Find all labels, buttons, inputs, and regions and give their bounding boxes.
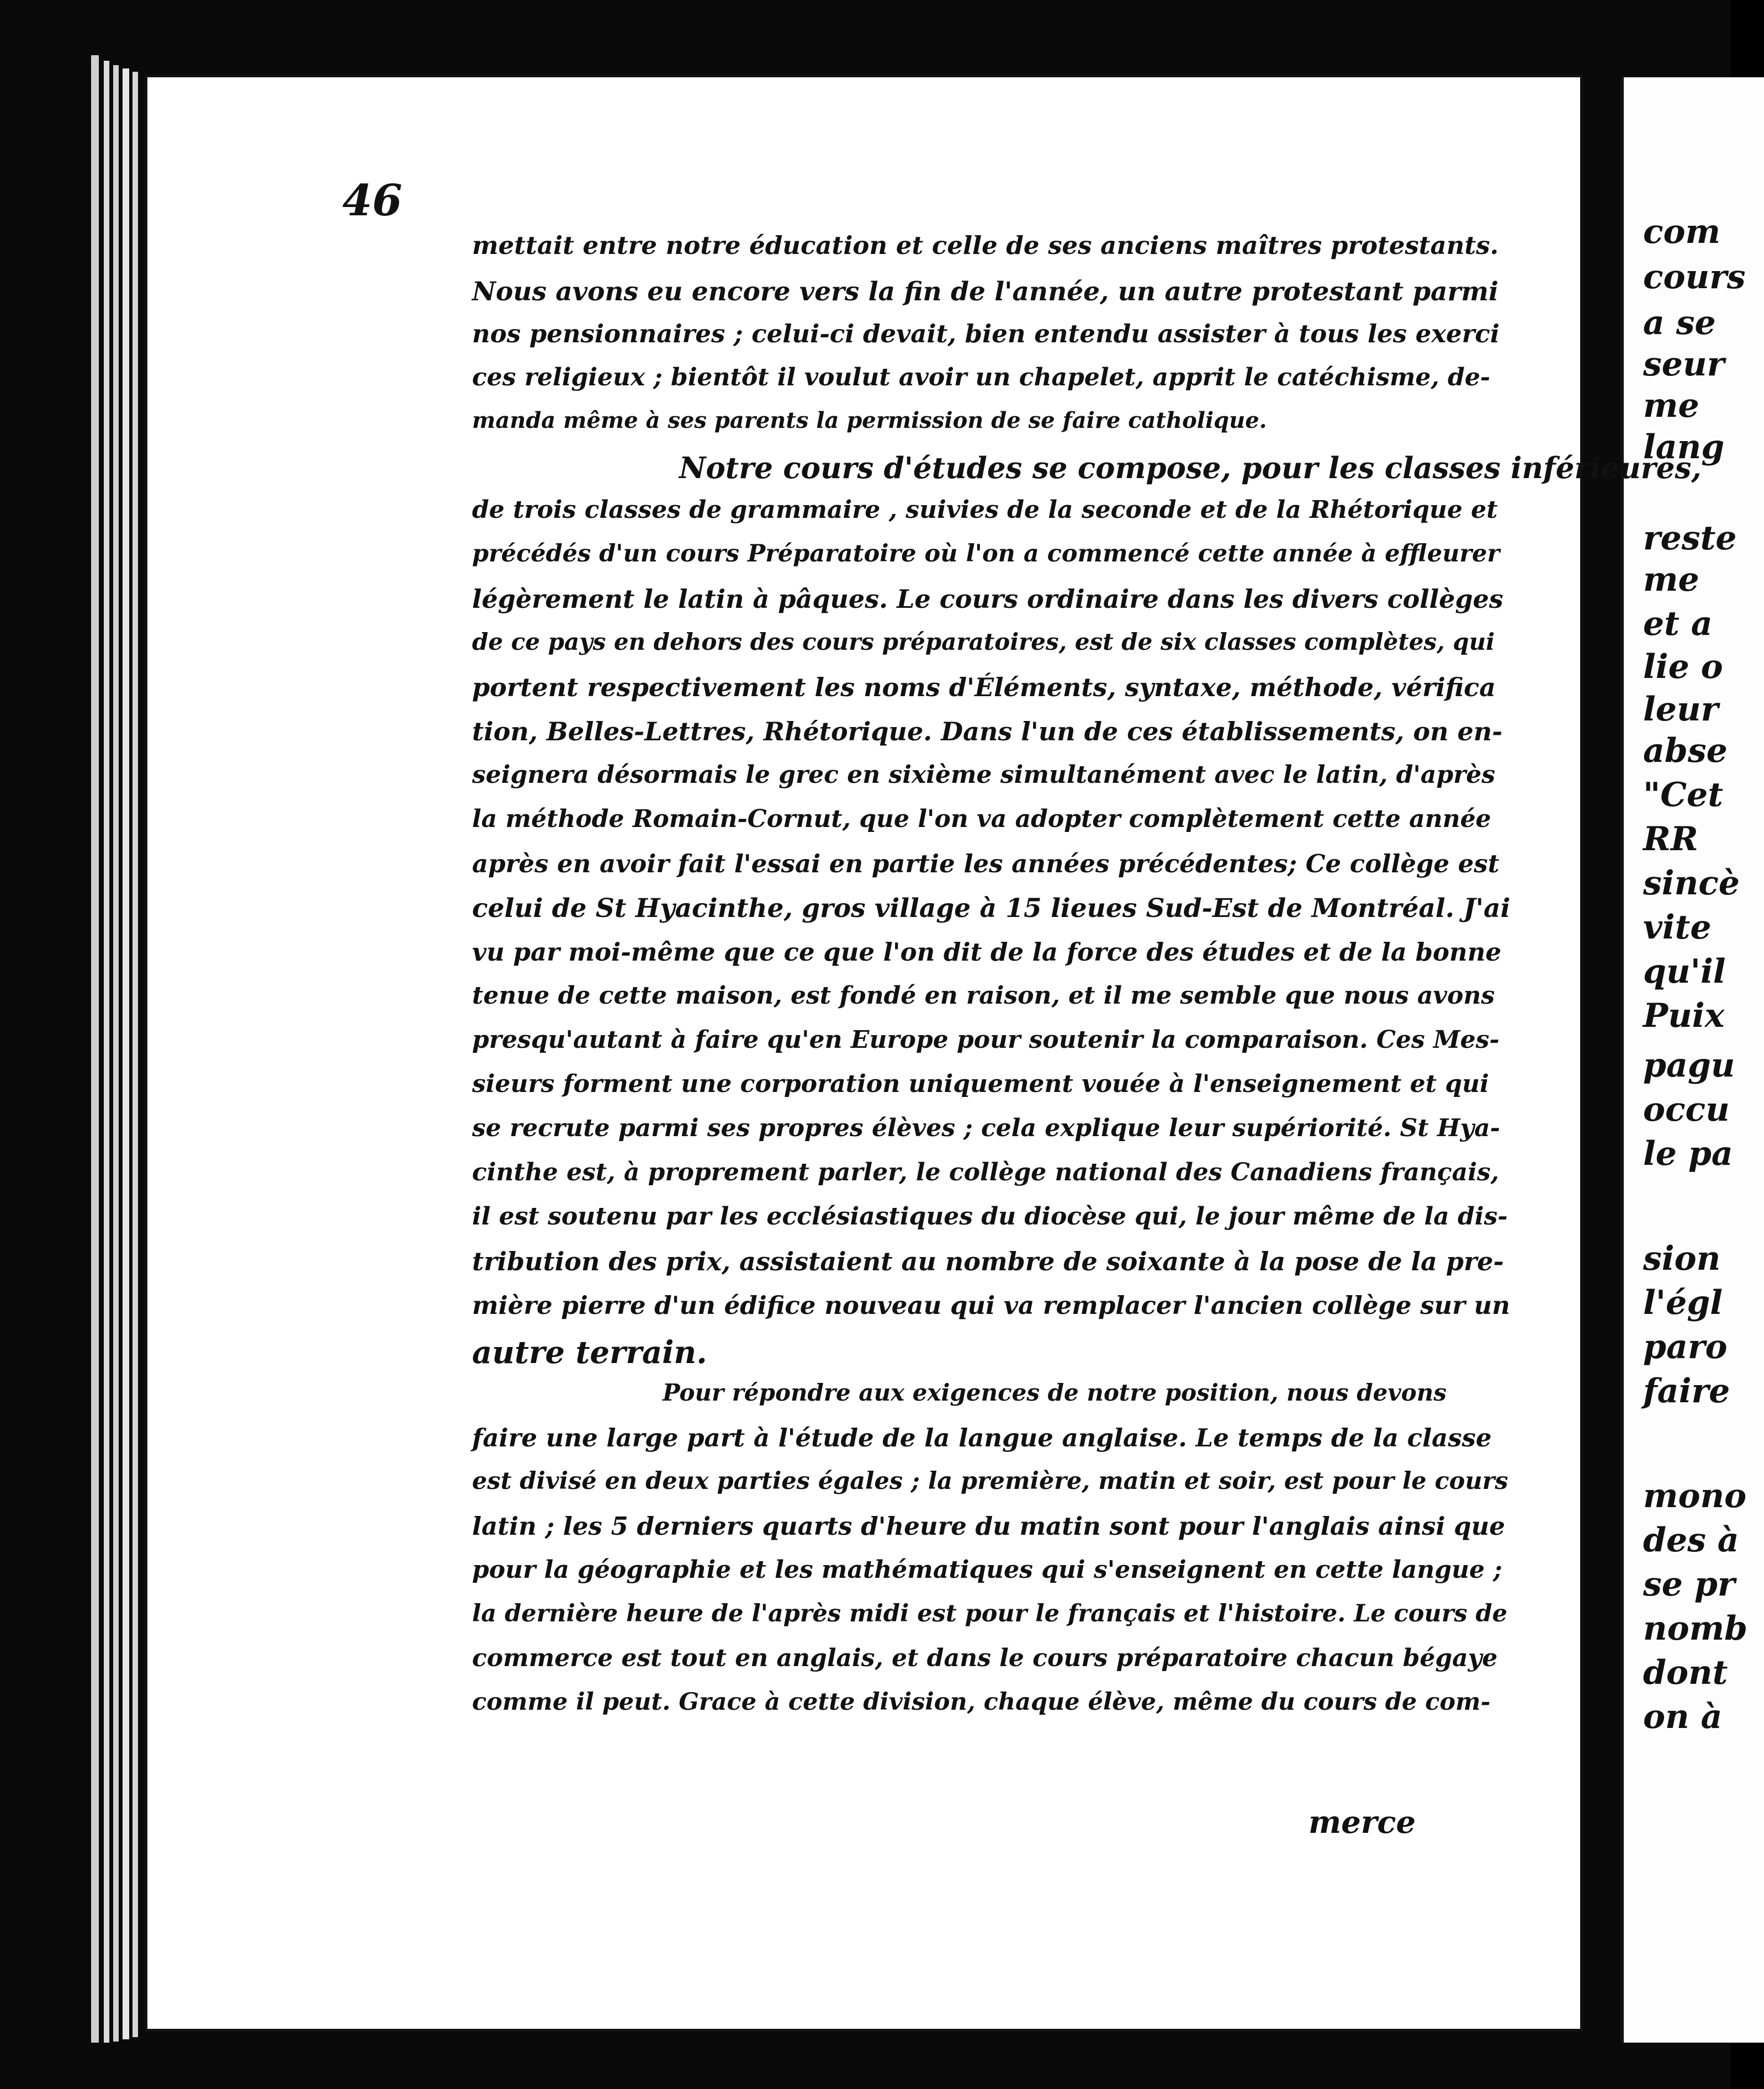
right-page-fragment: a se <box>1643 304 1716 342</box>
right-page-fragment: le pa <box>1643 1134 1733 1173</box>
right-page-fragment: occu <box>1643 1090 1730 1129</box>
text-line: après en avoir fait l'essai en partie les années précédentes; Ce collège est <box>472 849 1500 878</box>
text-line: précédés d'un cours Préparatoire où l'on a commencé cette année à effleurer <box>472 540 1500 568</box>
text-line: seignera désormais le grec en sixième simultanément avec le latin, d'après <box>472 761 1496 789</box>
right-page-fragment: lie o <box>1643 648 1723 686</box>
right-page-fragment: reste <box>1643 519 1737 558</box>
text-line: est divisé en deux parties égales ; la première, matin et soir, est pour le cours <box>472 1467 1508 1495</box>
right-page-fragment: abse <box>1643 731 1728 770</box>
right-page-fragment: cours <box>1643 258 1746 296</box>
right-page-fragment: paro <box>1643 1328 1728 1366</box>
right-page-fragment: mono <box>1643 1477 1747 1515</box>
right-page-fragment: nomb <box>1643 1609 1748 1648</box>
text-line: tribution des prix, assistaient au nombre de soixante à la pose de la pre- <box>472 1247 1504 1276</box>
text-line: Notre cours d'études se compose, pour les classes inférieures, <box>679 451 1702 485</box>
right-page-fragment: vite <box>1643 908 1712 947</box>
text-line: Nous avons eu encore vers la fin de l'année, un autre protestant parmi <box>472 277 1498 307</box>
right-page-fragment: pagu <box>1643 1046 1735 1085</box>
text-line: celui de St Hyacinthe, gros village à 15 lieues Sud-Est de Montréal. J'ai <box>472 893 1511 924</box>
right-page-fragment: on à <box>1643 1698 1723 1736</box>
text-line: vu par moi-même que ce que l'on dit de la force des études et de la bonne <box>472 937 1502 967</box>
text-line: presqu'autant à faire qu'en Europe pour soutenir la comparaison. Ces Mes- <box>472 1026 1500 1054</box>
right-page-fragment: sincè <box>1643 864 1740 903</box>
text-line: comme il peut. Grace à cette division, chaque élève, même du cours de com- <box>472 1688 1491 1716</box>
right-page-fragment: des à <box>1643 1521 1739 1560</box>
text-line: Pour répondre aux exigences de notre position, nous devons <box>663 1379 1447 1406</box>
right-page-fragment: me <box>1643 560 1699 599</box>
right-page-fragment: sion <box>1643 1239 1721 1278</box>
text-line: sieurs forment une corporation uniquement vouée à l'enseignement et qui <box>472 1070 1489 1098</box>
right-page-fragment: "Cet <box>1643 776 1723 814</box>
text-line: mettait entre notre éducation et celle de ses anciens maîtres protestants. <box>472 231 1499 260</box>
right-page-fragment: leur <box>1643 690 1719 729</box>
text-line: tenue de cette maison, est fondé en raison, et il me semble que nous avons <box>472 982 1495 1010</box>
page-number: 46 <box>342 176 402 226</box>
right-page-fragment: lang <box>1643 428 1725 466</box>
right-page-fragment: seur <box>1643 345 1725 384</box>
text-line: portent respectivement les noms d'Éléments, syntaxe, méthode, vérifica <box>472 672 1496 702</box>
text-line: il est soutenu par les ecclésiastiques du diocèse qui, le jour même de la dis- <box>472 1202 1508 1231</box>
right-page-fragment: et a <box>1643 605 1713 643</box>
text-line: la méthode Romain-Cornut, que l'on va adopter complètement cette année <box>472 805 1491 833</box>
text-line: légèrement le latin à pâques. Le cours ordinaire dans les divers collèges <box>472 584 1503 614</box>
text-line: cinthe est, à proprement parler, le collège national des Canadiens français, <box>472 1158 1500 1186</box>
text-line: autre terrain. <box>472 1334 707 1371</box>
text-line: pour la géographie et les mathématiques qui s'enseignent en cette langue ; <box>472 1556 1502 1584</box>
text-line: se recrute parmi ses propres élèves ; cela explique leur supériorité. St Hya- <box>472 1114 1500 1142</box>
right-page-fragment: com <box>1643 213 1721 251</box>
catchword: merce <box>1309 1804 1416 1841</box>
right-page-fragment: dont <box>1643 1653 1728 1692</box>
text-line: commerce est tout en anglais, et dans le cours préparatoire chacun bégaye <box>472 1644 1498 1672</box>
right-page-fragment: l'égl <box>1643 1284 1723 1322</box>
text-line: mière pierre d'un édifice nouveau qui va remplacer l'ancien collège sur un <box>472 1291 1511 1320</box>
text-line: latin ; les 5 derniers quarts d'heure du matin sont pour l'anglais ainsi que <box>472 1512 1506 1541</box>
text-line: de trois classes de grammaire , suivies de la seconde et de la Rhétorique et <box>472 496 1498 524</box>
right-page-fragment: me <box>1643 386 1699 425</box>
right-page-fragment: se pr <box>1643 1565 1735 1604</box>
text-line: de ce pays en dehors des cours préparatoires, est de six classes complètes, qui <box>472 628 1495 655</box>
text-line: nos pensionnaires ; celui-ci devait, bien entendu assister à tous les exerci <box>472 319 1500 348</box>
text-line: la dernière heure de l'après midi est pour le français et l'histoire. Le cours de <box>472 1600 1508 1627</box>
right-page-fragment: RR <box>1643 820 1698 858</box>
right-page-fragment: qu'il <box>1643 952 1726 991</box>
text-line: faire une large part à l'étude de la langue anglaise. Le temps de la classe <box>472 1423 1492 1452</box>
text-line: ces religieux ; bientôt il voulut avoir un chapelet, apprit le catéchisme, de- <box>472 363 1491 391</box>
right-page-fragment: Puix <box>1643 996 1725 1035</box>
text-line: tion, Belles-Lettres, Rhétorique. Dans l'un de ces établissements, on en- <box>472 717 1503 746</box>
text-line: manda même à ses parents la permission de se faire catholique. <box>472 407 1267 433</box>
right-page-fragment: faire <box>1643 1372 1730 1411</box>
